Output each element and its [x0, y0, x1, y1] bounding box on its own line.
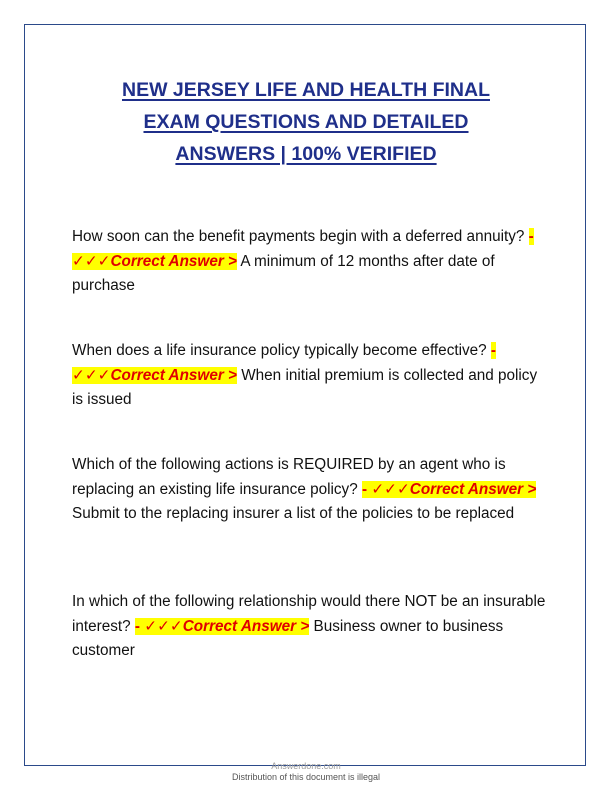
- marker-label: ✓✓✓Correct Answer >: [371, 480, 537, 498]
- answer-text: A minimum of 12 months after date of purchase: [72, 252, 495, 294]
- answer-marker: [362, 481, 536, 498]
- document-title: [60, 74, 552, 170]
- question-text: How soon can the benefit payments begin with a deferred annuity?: [72, 228, 529, 245]
- qa-item-2: [72, 339, 548, 413]
- answer-text: Submit to the replacing insurer a list of the policies to be replaced: [72, 505, 515, 522]
- title-line-3: ANSWERS | 100% VERIFIED: [175, 143, 437, 165]
- marker-dash: -: [134, 617, 145, 635]
- question-text: Which of the following actions is REQUIRED by an agent who is replacing an existing life insurance policy?: [72, 456, 506, 498]
- answer-text: Business owner to business customer: [72, 617, 504, 659]
- question-text: In which of the following relationship would there NOT be an insurable interest?: [72, 593, 546, 635]
- title-line-1: NEW JERSEY LIFE AND HEALTH FINAL: [122, 79, 490, 101]
- marker-dash: -: [490, 342, 497, 359]
- footer-distribution-notice: Distribution of this document is illegal: [231, 772, 381, 782]
- marker-dash: -: [361, 480, 372, 498]
- marker-label: ✓✓✓Correct Answer >: [72, 252, 237, 270]
- footer-site-name: Answerdone.com: [271, 761, 341, 771]
- title-line-2: EXAM QUESTIONS AND DETAILED: [143, 111, 469, 133]
- marker-dash: -: [528, 228, 534, 245]
- answer-marker: [135, 618, 309, 635]
- answer-text: When initial premium is collected and policy is issued: [72, 366, 538, 408]
- qa-item-1: [72, 225, 548, 299]
- qa-item-4: [72, 590, 548, 664]
- marker-label: ✓✓✓Correct Answer >: [144, 617, 310, 635]
- question-text: When does a life insurance policy typically become effective?: [72, 342, 491, 359]
- marker-label: ✓✓✓Correct Answer >: [72, 366, 237, 384]
- qa-item-3: [72, 453, 548, 527]
